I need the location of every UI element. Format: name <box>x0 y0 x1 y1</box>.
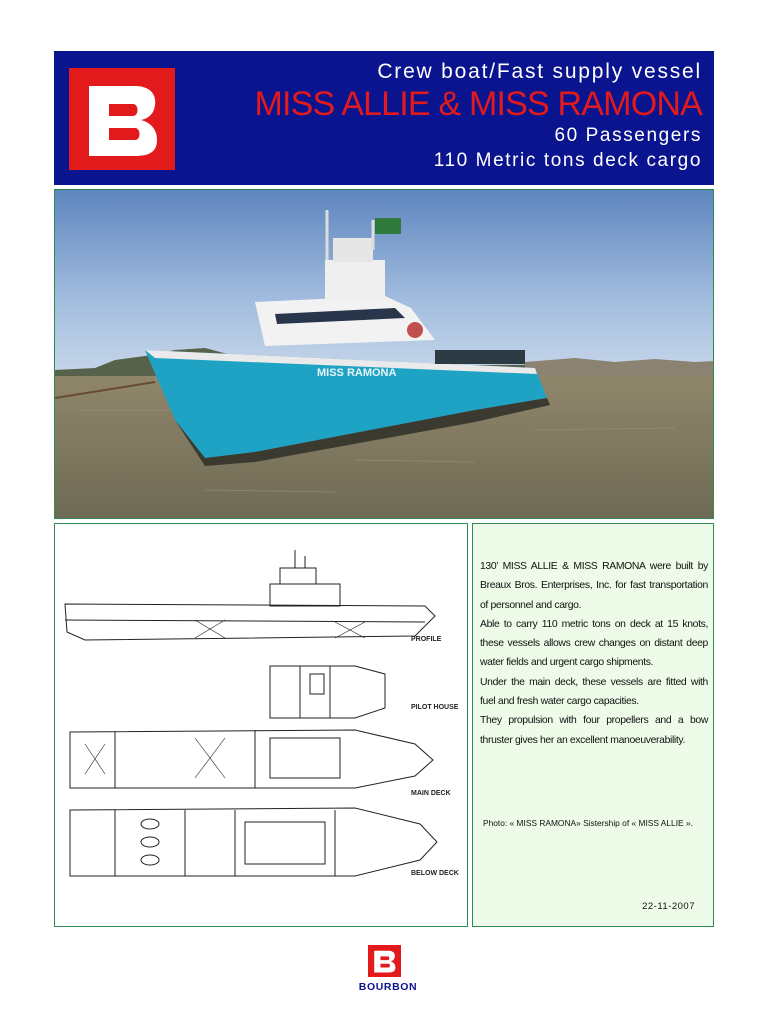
description-panel <box>472 523 714 927</box>
description-paragraph: They propulsion with four propellers and a bow thruster gives her an excellent manoeuverability. <box>480 715 708 746</box>
vessel-photo <box>54 189 714 519</box>
vessel-description <box>480 557 708 750</box>
bourbon-b-icon <box>69 68 175 170</box>
photo-caption: Photo: « MISS RAMONA» Sistership of « MISS ALLIE ». <box>483 818 693 828</box>
profile-label: PROFILE <box>411 636 442 643</box>
pilot-house-label: PILOT HOUSE <box>411 704 459 711</box>
hull-name-text: MISS RAMONA <box>317 367 397 379</box>
header-banner <box>54 51 714 185</box>
description-paragraph: Under the main deck, these vessels are fitted with fuel and fresh water cargo capacities. <box>480 676 708 708</box>
deck-plans-drawing <box>55 524 467 926</box>
bourbon-mark-icon <box>368 945 401 977</box>
below-deck-label: BELOW DECK <box>411 870 459 877</box>
description-paragraph: Able to carry 110 metric tons on deck at 15 knots, these vessels allows crew changes on distant deep water fields and urgent cargo shipments. <box>480 618 708 669</box>
vessel-names: MISS ALLIE & MISS RAMONA <box>254 85 702 123</box>
footer-logo <box>355 945 418 995</box>
main-deck-label: MAIN DECK <box>411 790 451 797</box>
bourbon-logo <box>69 68 175 170</box>
brand-name: BOURBON <box>358 981 418 993</box>
ship-illustration <box>55 190 714 519</box>
general-arrangement-drawings <box>54 523 468 927</box>
vessel-type: Crew boat/Fast supply vessel <box>377 60 702 83</box>
deck-cargo-capacity: 110 Metric tons deck cargo <box>433 150 702 171</box>
passenger-capacity: 60 Passengers <box>554 125 702 146</box>
description-paragraph: 130’ MISS ALLIE & MISS RAMONA were built by Breaux Bros. Enterprises, Inc. for fast transportation of personnel and cargo. <box>480 561 708 611</box>
document-date: 22-11-2007 <box>642 901 695 912</box>
